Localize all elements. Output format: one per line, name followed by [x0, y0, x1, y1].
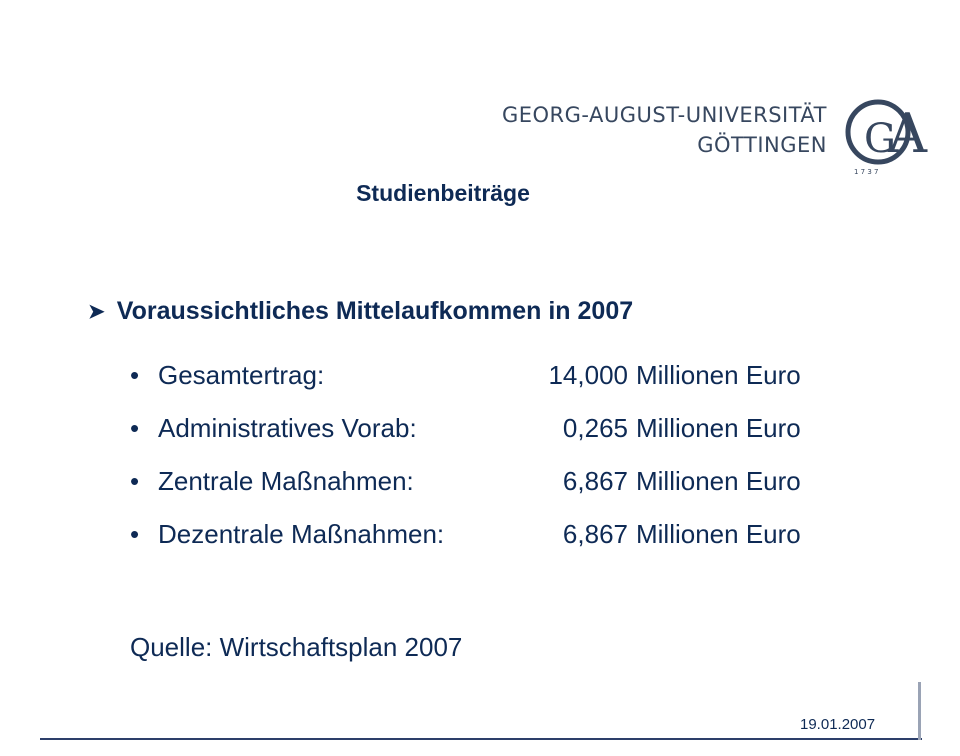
- bullet-icon: •: [130, 466, 140, 496]
- bullet-icon: •: [130, 360, 140, 390]
- item-unit: Millionen Euro: [636, 466, 801, 496]
- list-item: [130, 521, 870, 574]
- slide-title: Studienbeiträge: [356, 180, 530, 206]
- item-amount: 0,265: [562, 413, 628, 443]
- arrow-bullet-icon: ➤: [88, 301, 105, 323]
- item-amount: 6,867: [562, 466, 628, 496]
- funding-list: [130, 362, 870, 574]
- list-item: [130, 362, 870, 415]
- source-note: Quelle: Wirtschaftsplan 2007: [130, 632, 463, 662]
- footer-vertical-rule: [918, 682, 921, 740]
- svg-text:1 7 3 7: 1 7 3 7: [854, 168, 879, 176]
- bullet-icon: •: [130, 519, 140, 549]
- footer-rule: [40, 738, 922, 740]
- university-name: GEORG-AUGUST-UNIVERSITÄT: [501, 103, 827, 127]
- bullet-icon: •: [130, 413, 140, 443]
- item-label: Gesamtertrag:: [158, 360, 325, 390]
- svg-text:A: A: [888, 102, 927, 165]
- item-label: Administratives Vorab:: [158, 413, 417, 443]
- university-city: GÖTTINGEN: [697, 133, 827, 157]
- item-label: Dezentrale Maßnahmen:: [158, 519, 445, 549]
- item-amount: 6,867: [562, 519, 628, 549]
- section-heading: [88, 297, 633, 326]
- item-unit: Millionen Euro: [636, 360, 801, 390]
- item-unit: Millionen Euro: [636, 413, 801, 443]
- list-item: [130, 415, 870, 468]
- item-amount: 14,000: [548, 360, 628, 390]
- item-label: Zentrale Maßnahmen:: [158, 466, 414, 496]
- svg-text:G: G: [864, 116, 896, 162]
- section-heading-text: Voraussichtliches Mittelaufkommen in 2007: [116, 297, 634, 325]
- university-seal-icon: [840, 90, 930, 180]
- list-item: [130, 468, 870, 521]
- footer-date: 19.01.2007: [800, 716, 876, 733]
- university-logo-text: [502, 100, 827, 160]
- item-unit: Millionen Euro: [636, 519, 801, 549]
